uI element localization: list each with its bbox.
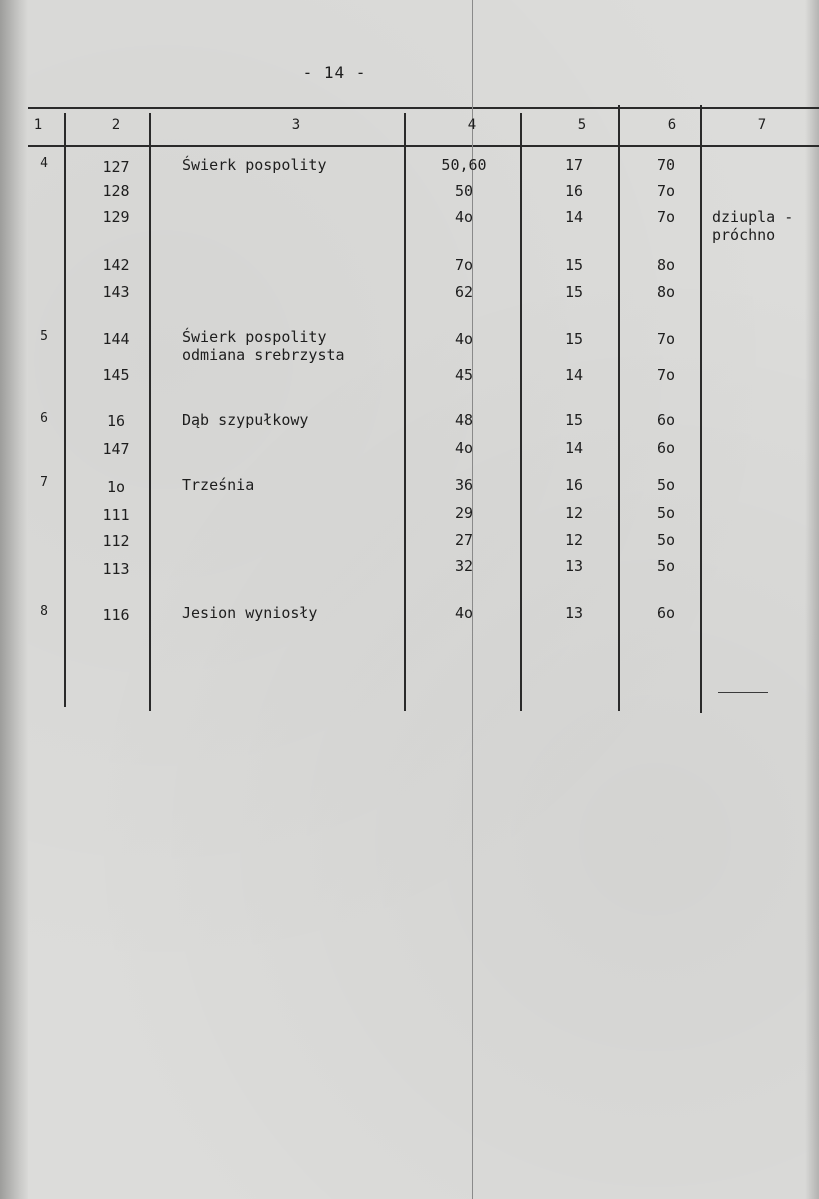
cell-col4: 62	[454, 283, 474, 301]
cell-col6: 7o	[656, 330, 676, 348]
cell-col4: 32	[454, 557, 474, 575]
cell-col5: 16	[564, 182, 584, 200]
cell-tree-number: 111	[102, 506, 130, 524]
cell-col6: 6o	[656, 411, 676, 429]
cell-tree-number: 147	[102, 440, 130, 458]
cell-tree-number: 1o	[106, 478, 126, 496]
cell-remarks: dziupla - próchno	[712, 208, 794, 244]
column-header-6: 6	[667, 117, 677, 133]
cell-col6: 7o	[656, 182, 676, 200]
cell-col4: 4o	[454, 208, 474, 226]
cell-col4: 4o	[454, 439, 474, 457]
cell-col6: 5o	[656, 557, 676, 575]
cell-col6: 6o	[656, 604, 676, 622]
cell-group: 7	[40, 475, 48, 490]
cell-group: 5	[40, 329, 48, 344]
cell-species: Świerk pospolity	[182, 156, 327, 174]
column-header-2: 2	[111, 117, 121, 133]
cell-col5: 15	[564, 256, 584, 274]
cell-col5: 13	[564, 557, 584, 575]
cell-group: 6	[40, 411, 48, 426]
cell-col5: 12	[564, 531, 584, 549]
cell-col6: 6o	[656, 439, 676, 457]
column-header-5: 5	[577, 117, 587, 133]
cell-col6: 5o	[656, 504, 676, 522]
cell-tree-number: 128	[102, 182, 130, 200]
cell-tree-number: 113	[102, 560, 130, 578]
page-edge-shadow	[0, 0, 28, 1199]
cell-tree-number: 129	[102, 208, 130, 226]
cell-col5: 15	[564, 283, 584, 301]
cell-col4: 4o	[454, 330, 474, 348]
cell-col4: 4o	[454, 604, 474, 622]
cell-col5: 15	[564, 330, 584, 348]
page-number: - 14 -	[302, 63, 367, 82]
column-divider	[64, 113, 66, 707]
cell-col6: 5o	[656, 531, 676, 549]
cell-col4: 27	[454, 531, 474, 549]
paper-fold-line	[472, 0, 473, 1199]
cell-col5: 12	[564, 504, 584, 522]
cell-species: Świerk pospolity odmiana srebrzysta	[182, 328, 345, 364]
cell-species: Trześnia	[182, 476, 255, 494]
column-header-3: 3	[291, 117, 301, 133]
cell-col6: 8o	[656, 256, 676, 274]
cell-col5: 14	[564, 208, 584, 226]
column-header-1: 1	[33, 117, 43, 133]
cell-tree-number: 143	[102, 283, 130, 301]
cell-tree-number: 145	[102, 366, 130, 384]
cell-col4: 36	[454, 476, 474, 494]
remarks-end-mark	[718, 692, 768, 693]
cell-col5: 14	[564, 439, 584, 457]
cell-group: 4	[40, 156, 48, 171]
cell-tree-number: 116	[102, 606, 130, 624]
column-header-4: 4	[467, 117, 477, 133]
cell-group: 8	[40, 604, 48, 619]
cell-col5: 16	[564, 476, 584, 494]
cell-tree-number: 142	[102, 256, 130, 274]
cell-col5: 17	[564, 156, 584, 174]
column-divider	[404, 113, 406, 711]
cell-col5: 13	[564, 604, 584, 622]
cell-col4: 29	[454, 504, 474, 522]
cell-tree-number: 144	[102, 330, 130, 348]
cell-col4: 48	[454, 411, 474, 429]
cell-tree-number: 112	[102, 532, 130, 550]
cell-col5: 15	[564, 411, 584, 429]
cell-tree-number: 16	[106, 412, 126, 430]
cell-col5: 14	[564, 366, 584, 384]
cell-col4: 50	[454, 182, 474, 200]
cell-species: Jesion wyniosły	[182, 604, 318, 622]
cell-col6: 5o	[656, 476, 676, 494]
column-divider	[520, 113, 522, 711]
cell-col6: 70	[656, 156, 676, 174]
column-header-7: 7	[757, 117, 767, 133]
cell-col4: 45	[454, 366, 474, 384]
page-edge-shadow	[805, 0, 819, 1199]
cell-col4: 7o	[454, 256, 474, 274]
cell-tree-number: 127	[102, 158, 130, 176]
cell-species: Dąb szypułkowy	[182, 411, 309, 429]
cell-col6: 7o	[656, 366, 676, 384]
cell-col6: 8o	[656, 283, 676, 301]
cell-col6: 7o	[656, 208, 676, 226]
cell-col4: 50,60	[441, 156, 487, 174]
